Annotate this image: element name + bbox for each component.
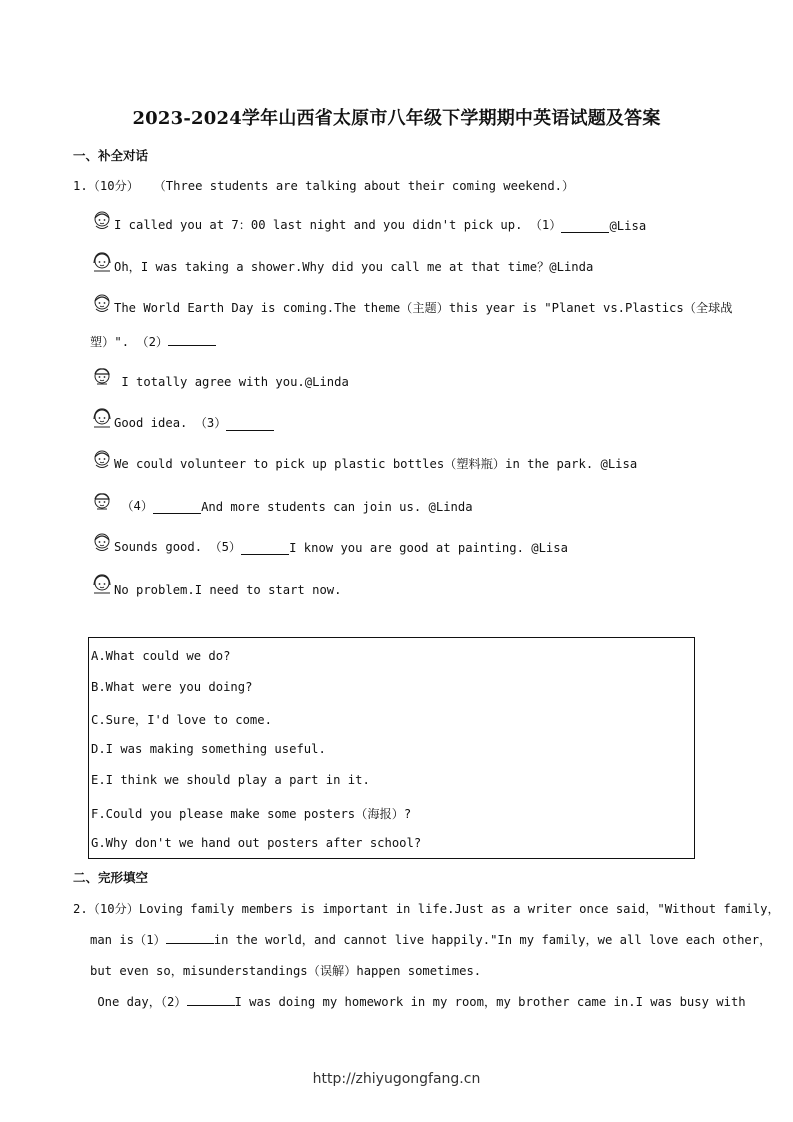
- cloze-line-2: [90, 931, 771, 948]
- dialogue-text: We could volunteer to pick up plastic bottles（塑料瓶）in the park. @Lisa: [114, 457, 638, 471]
- cloze-line-3: but even so，misunderstandings（误解）happen sometimes.: [90, 964, 482, 978]
- option-a: A.What could we do?: [91, 649, 231, 663]
- dialogue-line: [91, 365, 349, 389]
- dialogue-line: [91, 251, 593, 275]
- cloze-text: man is（1）: [90, 933, 166, 947]
- dialogue-text: No problem.I need to start now.: [114, 583, 342, 597]
- option-g: G.Why don't we hand out posters after school?: [91, 836, 422, 850]
- dialogue-text: （4）: [114, 499, 154, 513]
- girl-avatar-icon: [91, 531, 113, 555]
- dialogue-line: [91, 292, 732, 316]
- answer-blank-5[interactable]: [241, 542, 289, 555]
- cloze-text: I was doing my homework in my room，my brother came in.I was busy with: [234, 995, 746, 1009]
- option-b: B.What were you doing?: [91, 680, 253, 694]
- dialogue-text-after: I know you are good at painting. @Lisa: [289, 541, 568, 555]
- question-1-stem: 1.（10分） （Three students are talking about their coming weekend.）: [73, 179, 575, 193]
- section-heading-dialogue: 一、补全对话: [73, 148, 149, 163]
- section-heading-cloze: 二、完形填空: [73, 870, 149, 885]
- girl-avatar-icon: [91, 573, 113, 597]
- dialogue-continuation: [90, 333, 216, 350]
- dialogue-line: [91, 448, 637, 472]
- cloze-blank-1[interactable]: [166, 931, 214, 944]
- options-box: [88, 637, 695, 859]
- girl-avatar-icon: [91, 448, 113, 472]
- option-d: D.I was making something useful.: [91, 742, 326, 756]
- cloze-line-1: 2.（10分）Loving family members is important in life.Just as a writer once said，"Without family，: [73, 902, 780, 916]
- dialogue-line: [91, 490, 473, 514]
- cloze-text: in the world，and cannot live happily."In my family，we all love each other，: [213, 933, 772, 947]
- dialogue-text: Sounds good. （5）: [114, 540, 242, 554]
- footer-url[interactable]: http://zhiyugongfang.cn: [312, 1071, 481, 1087]
- dialogue-line: [91, 407, 274, 431]
- dialogue-text: 塑）". （2）: [90, 335, 169, 349]
- cloze-text: One day，（2）: [90, 995, 187, 1009]
- option-c: C.Sure，I'd love to come.: [91, 713, 272, 727]
- dialogue-text: I called you at 7：00 last night and you didn't pick up. （1）: [114, 218, 562, 232]
- dialogue-text: Oh，I was taking a shower.Why did you call me at that time？@Linda: [114, 260, 594, 274]
- option-e: E.I think we should play a part in it.: [91, 773, 370, 787]
- dialogue-text-after: And more students can join us. @Linda: [201, 500, 473, 514]
- answer-blank-2[interactable]: [168, 333, 216, 346]
- girl-avatar-icon: [91, 251, 113, 275]
- dialogue-text: Good idea. （3）: [114, 416, 227, 430]
- boy-avatar-icon: [91, 490, 113, 514]
- dialogue-text: The World Earth Day is coming.The theme（主题）this year is "Planet vs.Plastics（全球战: [114, 301, 733, 315]
- dialogue-line: [91, 573, 341, 597]
- option-f: F.Could you please make some posters（海报）?: [91, 807, 412, 821]
- dialogue-line: [91, 209, 646, 233]
- girl-avatar-icon: [91, 407, 113, 431]
- girl-avatar-icon: [91, 209, 113, 233]
- boy-avatar-icon: [91, 365, 113, 389]
- dialogue-text-after: @Lisa: [609, 219, 647, 233]
- answer-blank-3[interactable]: [226, 418, 274, 431]
- dialogue-text: I totally agree with you.@Linda: [114, 375, 349, 389]
- girl-avatar-icon: [91, 292, 113, 316]
- page-title: 2023-2024学年山西省太原市八年级下学期期中英语试题及答案: [132, 108, 661, 129]
- answer-blank-1[interactable]: [561, 220, 609, 233]
- cloze-blank-2[interactable]: [187, 993, 235, 1006]
- dialogue-line: [91, 531, 568, 555]
- answer-blank-4[interactable]: [153, 501, 201, 514]
- cloze-line-4: [90, 993, 746, 1010]
